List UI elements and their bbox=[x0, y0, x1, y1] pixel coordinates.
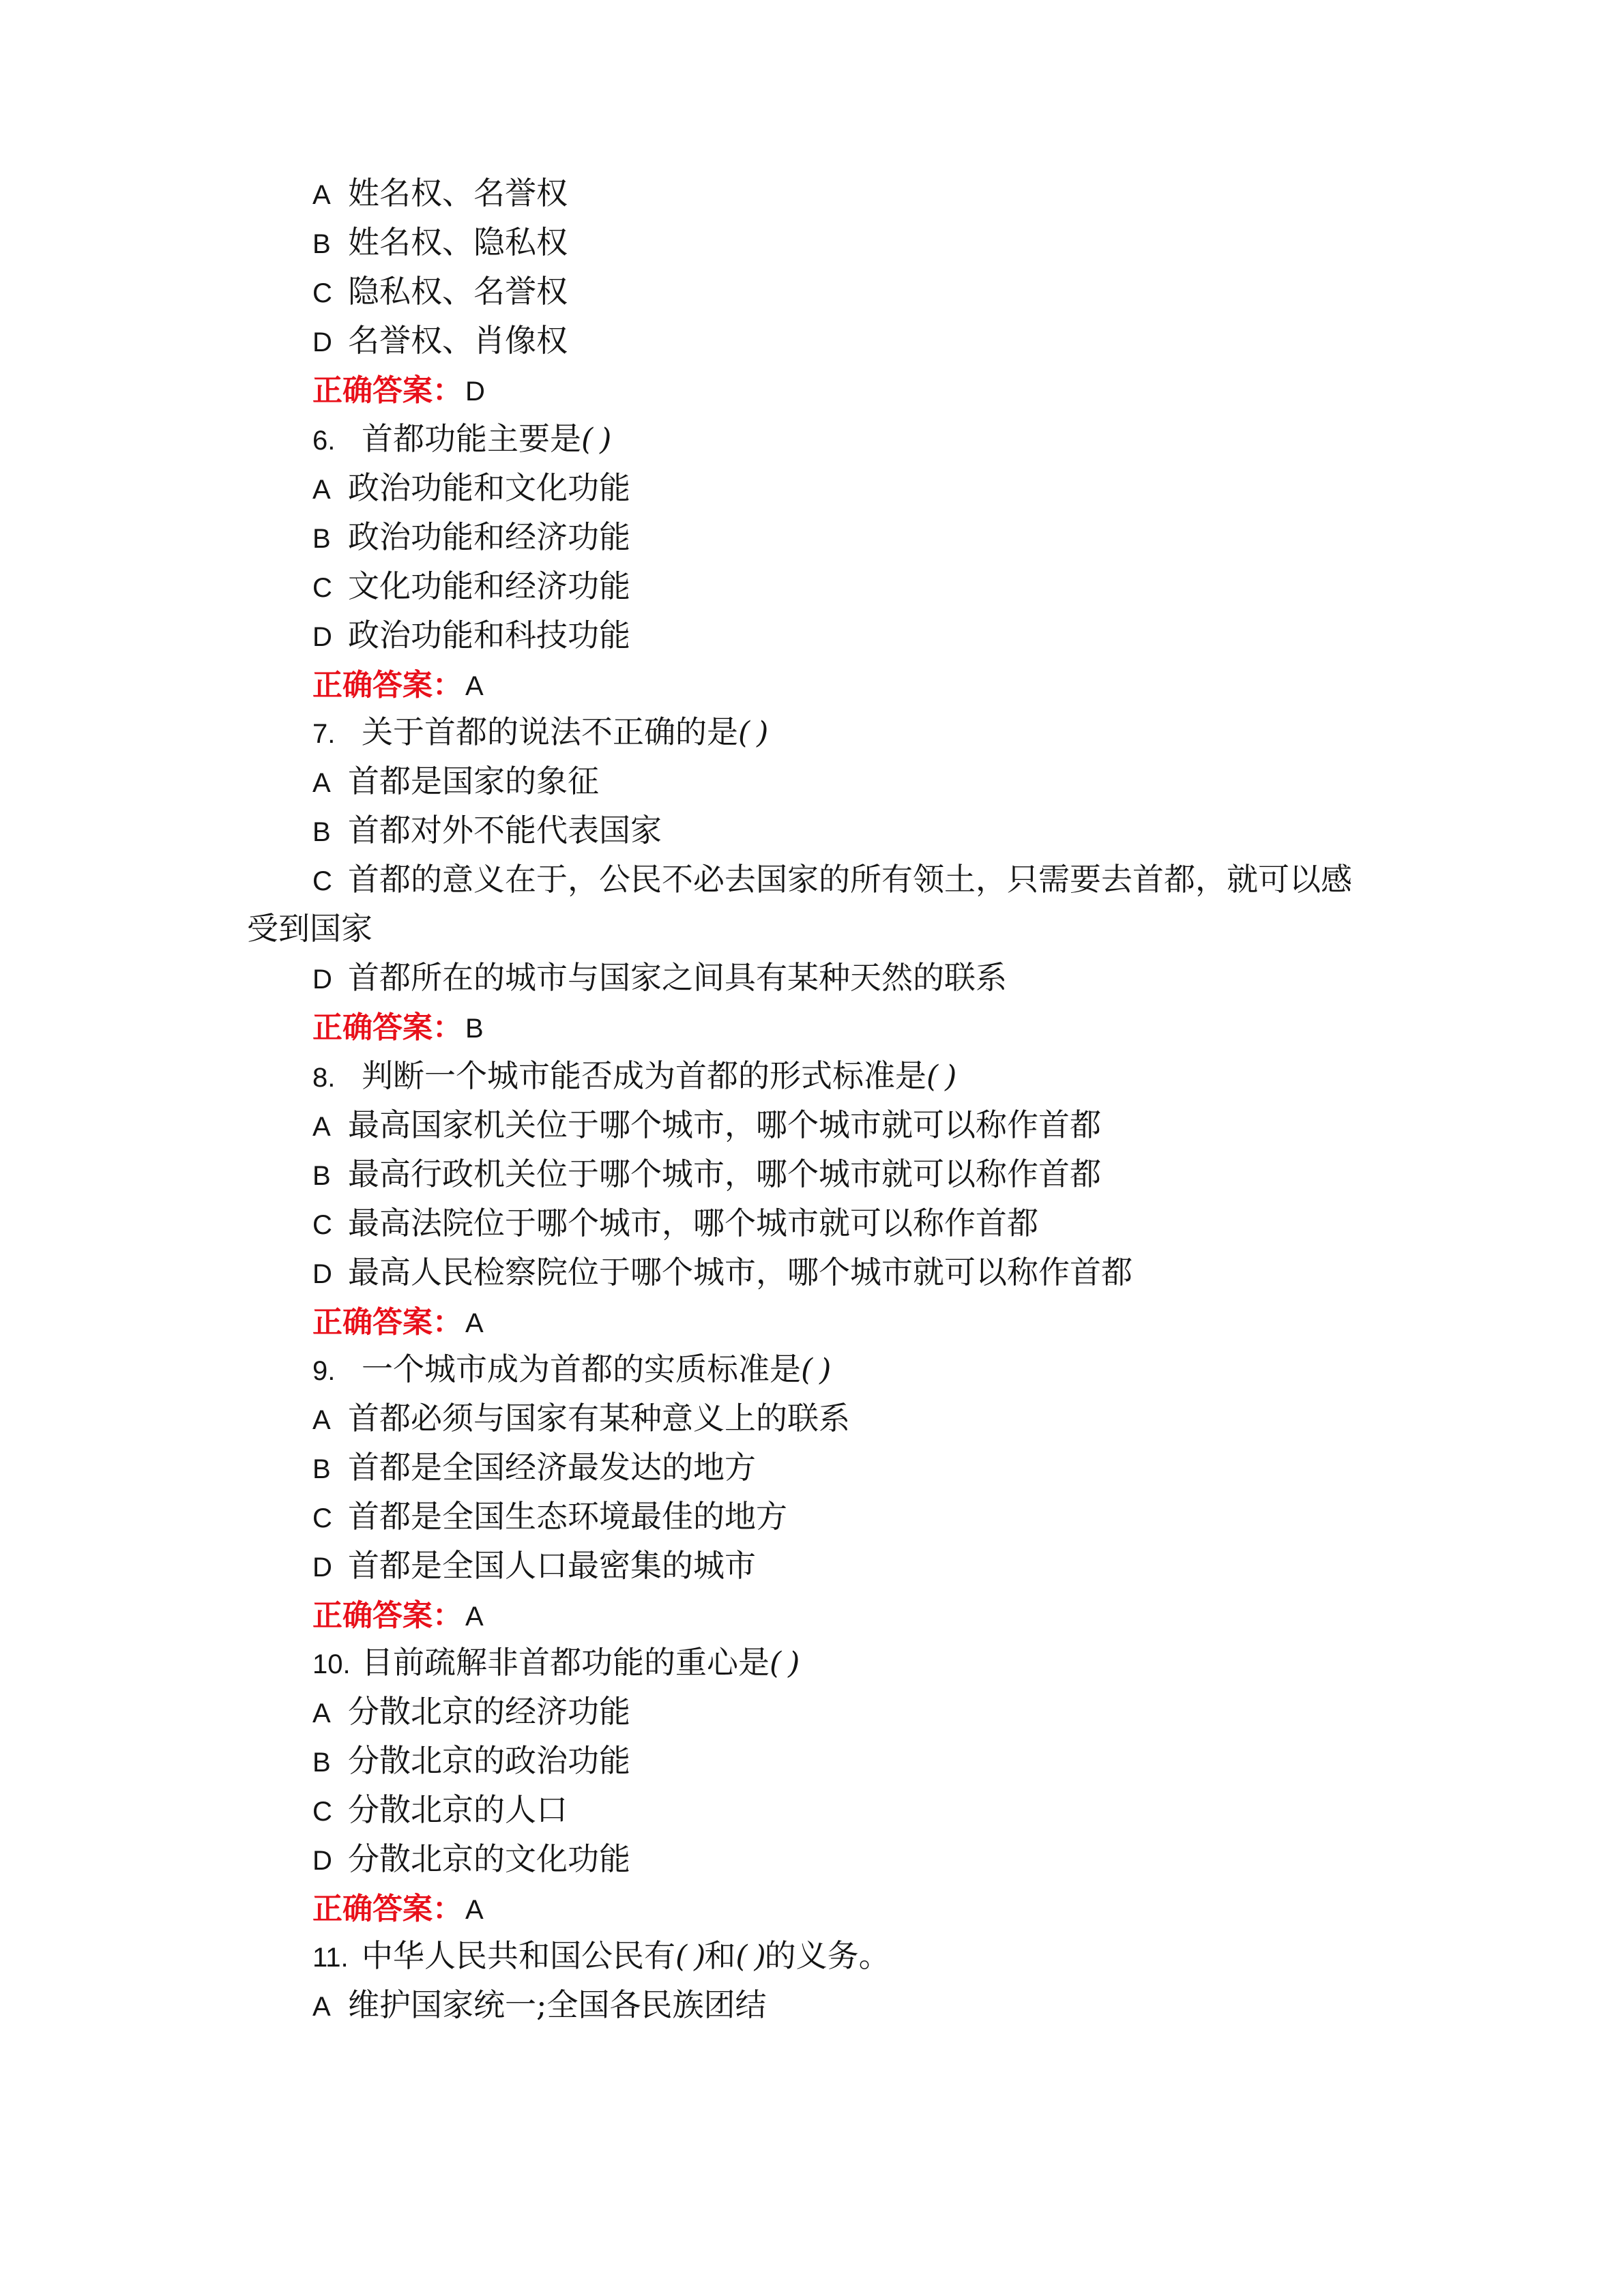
option-text: 分散北京的文化功能 bbox=[348, 1840, 630, 1877]
q6-option-d bbox=[312, 610, 630, 660]
q8-option-c bbox=[312, 1198, 1038, 1248]
option-letter: B bbox=[312, 1454, 331, 1484]
option-letter: A bbox=[312, 1698, 331, 1728]
answer-value: B bbox=[465, 1014, 484, 1044]
q6-option-b bbox=[312, 512, 630, 561]
option-text-continuation: 受到国家 bbox=[247, 910, 372, 947]
option-letter: C bbox=[312, 573, 332, 603]
answer-label: 正确答案： bbox=[312, 1598, 463, 1633]
option-letter: A bbox=[312, 1112, 331, 1142]
answer-value: D bbox=[465, 377, 485, 407]
q6-option-c bbox=[312, 561, 630, 610]
q6-stem bbox=[312, 414, 610, 463]
answer-label: 正确答案： bbox=[312, 1010, 463, 1045]
q8-stem bbox=[312, 1051, 955, 1100]
answer-value: A bbox=[465, 1602, 484, 1632]
q10-answer bbox=[312, 1883, 484, 1932]
answer-label: 正确答案： bbox=[312, 668, 463, 703]
option-letter: A bbox=[312, 1405, 331, 1435]
q9-answer bbox=[312, 1590, 484, 1639]
q7-answer bbox=[312, 1002, 484, 1051]
answer-label: 正确答案： bbox=[312, 1892, 463, 1926]
option-text: 姓名权、名誉权 bbox=[348, 175, 568, 211]
q9-option-d bbox=[312, 1541, 756, 1590]
option-letter: A bbox=[312, 180, 331, 210]
q6-answer bbox=[312, 660, 484, 709]
answer-blank: ( ) bbox=[770, 1646, 799, 1681]
question-number: 11. bbox=[312, 1943, 349, 1973]
answer-label: 正确答案： bbox=[312, 1305, 463, 1340]
q9-option-b bbox=[312, 1443, 756, 1492]
answer-blank: ( ) bbox=[581, 422, 611, 457]
option-text: 最高人民检察院位于哪个城市，哪个城市就可以称作首都 bbox=[348, 1254, 1132, 1291]
question-number: 7. bbox=[312, 719, 336, 749]
option-letter: A bbox=[312, 475, 331, 505]
option-letter: D bbox=[312, 1552, 332, 1583]
q9-stem bbox=[312, 1344, 830, 1394]
option-letter: B bbox=[312, 817, 331, 847]
question-text-end: 的义务。 bbox=[764, 1937, 890, 1974]
answer-blank: ( ) bbox=[801, 1353, 830, 1387]
option-letter: D bbox=[312, 965, 332, 995]
option-text: 隐私权、名誉权 bbox=[348, 273, 568, 310]
answer-value: A bbox=[465, 671, 484, 701]
option-text: 首都是全国经济最发达的地方 bbox=[348, 1449, 756, 1486]
question-text-mid: 和 bbox=[704, 1937, 736, 1974]
question-number: 10. bbox=[312, 1649, 351, 1679]
q8-answer bbox=[312, 1297, 484, 1346]
q9-option-a bbox=[312, 1394, 850, 1443]
option-text: 文化功能和经济功能 bbox=[348, 568, 630, 604]
answer-blank: ( ) bbox=[738, 716, 767, 750]
option-text: 首都是全国人口最密集的城市 bbox=[348, 1547, 756, 1584]
q10-stem bbox=[312, 1638, 798, 1687]
q5-option-a bbox=[312, 168, 568, 218]
q8-option-a bbox=[312, 1100, 1101, 1149]
q5-option-b bbox=[312, 218, 568, 267]
option-letter: B bbox=[312, 1748, 331, 1778]
question-text: 中华人民共和国公民有 bbox=[362, 1937, 675, 1974]
q8-option-b bbox=[312, 1149, 1101, 1198]
q7-option-b bbox=[312, 806, 662, 855]
answer-blank: ( ) bbox=[926, 1059, 956, 1094]
question-number: 6. bbox=[312, 426, 336, 456]
q11-stem bbox=[312, 1931, 890, 1980]
option-text: 最高国家机关位于哪个城市，哪个城市就可以称作首都 bbox=[348, 1106, 1101, 1143]
question-text: 关于首都的说法不正确的是 bbox=[362, 713, 738, 750]
option-text: 分散北京的人口 bbox=[348, 1791, 568, 1828]
option-text: 首都是全国生态环境最佳的地方 bbox=[348, 1498, 787, 1535]
option-letter: D bbox=[312, 1846, 332, 1876]
option-text: 分散北京的政治功能 bbox=[348, 1742, 630, 1779]
q7-stem bbox=[312, 707, 767, 756]
option-letter: A bbox=[312, 1992, 331, 2022]
question-number: 9. bbox=[312, 1356, 336, 1386]
option-text: 分散北京的经济功能 bbox=[348, 1693, 630, 1730]
q7-option-c-continuation bbox=[247, 904, 372, 953]
q8-option-d bbox=[312, 1248, 1132, 1297]
question-text: 目前疏解非首都功能的重心是 bbox=[362, 1644, 770, 1681]
answer-blank: ( ) bbox=[735, 1939, 765, 1974]
question-text: 判断一个城市能否成为首都的形式标准是 bbox=[362, 1057, 926, 1094]
q10-option-d bbox=[312, 1834, 630, 1883]
option-letter: D bbox=[312, 622, 332, 652]
option-letter: C bbox=[312, 278, 332, 308]
option-letter: A bbox=[312, 768, 331, 798]
option-text: 政治功能和经济功能 bbox=[348, 518, 630, 555]
q5-answer bbox=[312, 365, 485, 414]
q7-option-d bbox=[312, 953, 1007, 1002]
q9-option-c bbox=[312, 1492, 787, 1541]
question-text: 一个城市成为首都的实质标准是 bbox=[362, 1351, 801, 1387]
question-number: 8. bbox=[312, 1063, 336, 1093]
question-text: 首都功能主要是 bbox=[362, 420, 581, 457]
option-text: 最高行政机关位于哪个城市，哪个城市就可以称作首都 bbox=[348, 1156, 1101, 1192]
option-letter: B bbox=[312, 524, 331, 554]
option-text: 首都的意义在于，公民不必去国家的所有领土，只需要去首都，就可以感 bbox=[348, 861, 1352, 898]
option-letter: B bbox=[312, 1161, 331, 1191]
option-letter: C bbox=[312, 1503, 332, 1533]
answer-value: A bbox=[465, 1308, 484, 1338]
q6-option-a bbox=[312, 463, 630, 512]
option-text: 首都必须与国家有某种意义上的联系 bbox=[348, 1400, 850, 1437]
option-letter: D bbox=[312, 327, 332, 357]
q10-option-b bbox=[312, 1736, 630, 1785]
option-text: 政治功能和文化功能 bbox=[348, 469, 630, 506]
option-letter: D bbox=[312, 1259, 332, 1289]
option-letter: B bbox=[312, 229, 331, 259]
option-text: 首都对外不能代表国家 bbox=[348, 812, 662, 849]
q10-option-a bbox=[312, 1687, 630, 1736]
option-text: 维护国家统一;全国各民族团结 bbox=[348, 1986, 767, 2023]
q7-option-c bbox=[312, 855, 1352, 904]
q5-option-c bbox=[312, 267, 568, 316]
option-letter: C bbox=[312, 866, 332, 896]
option-text: 姓名权、隐私权 bbox=[348, 224, 568, 261]
option-letter: C bbox=[312, 1210, 332, 1240]
option-letter: C bbox=[312, 1797, 332, 1827]
answer-blank: ( ) bbox=[675, 1939, 705, 1974]
q11-option-a bbox=[312, 1980, 767, 2029]
option-text: 名誉权、肖像权 bbox=[348, 322, 568, 359]
q7-option-a bbox=[312, 756, 599, 806]
option-text: 最高法院位于哪个城市，哪个城市就可以称作首都 bbox=[348, 1205, 1038, 1241]
option-text: 政治功能和科技功能 bbox=[348, 617, 630, 653]
option-text: 首都所在的城市与国家之间具有某种天然的联系 bbox=[348, 959, 1007, 996]
q10-option-c bbox=[312, 1785, 568, 1834]
answer-value: A bbox=[465, 1895, 484, 1925]
answer-label: 正确答案： bbox=[312, 373, 463, 408]
option-text: 首都是国家的象征 bbox=[348, 763, 599, 799]
q5-option-d bbox=[312, 316, 568, 365]
